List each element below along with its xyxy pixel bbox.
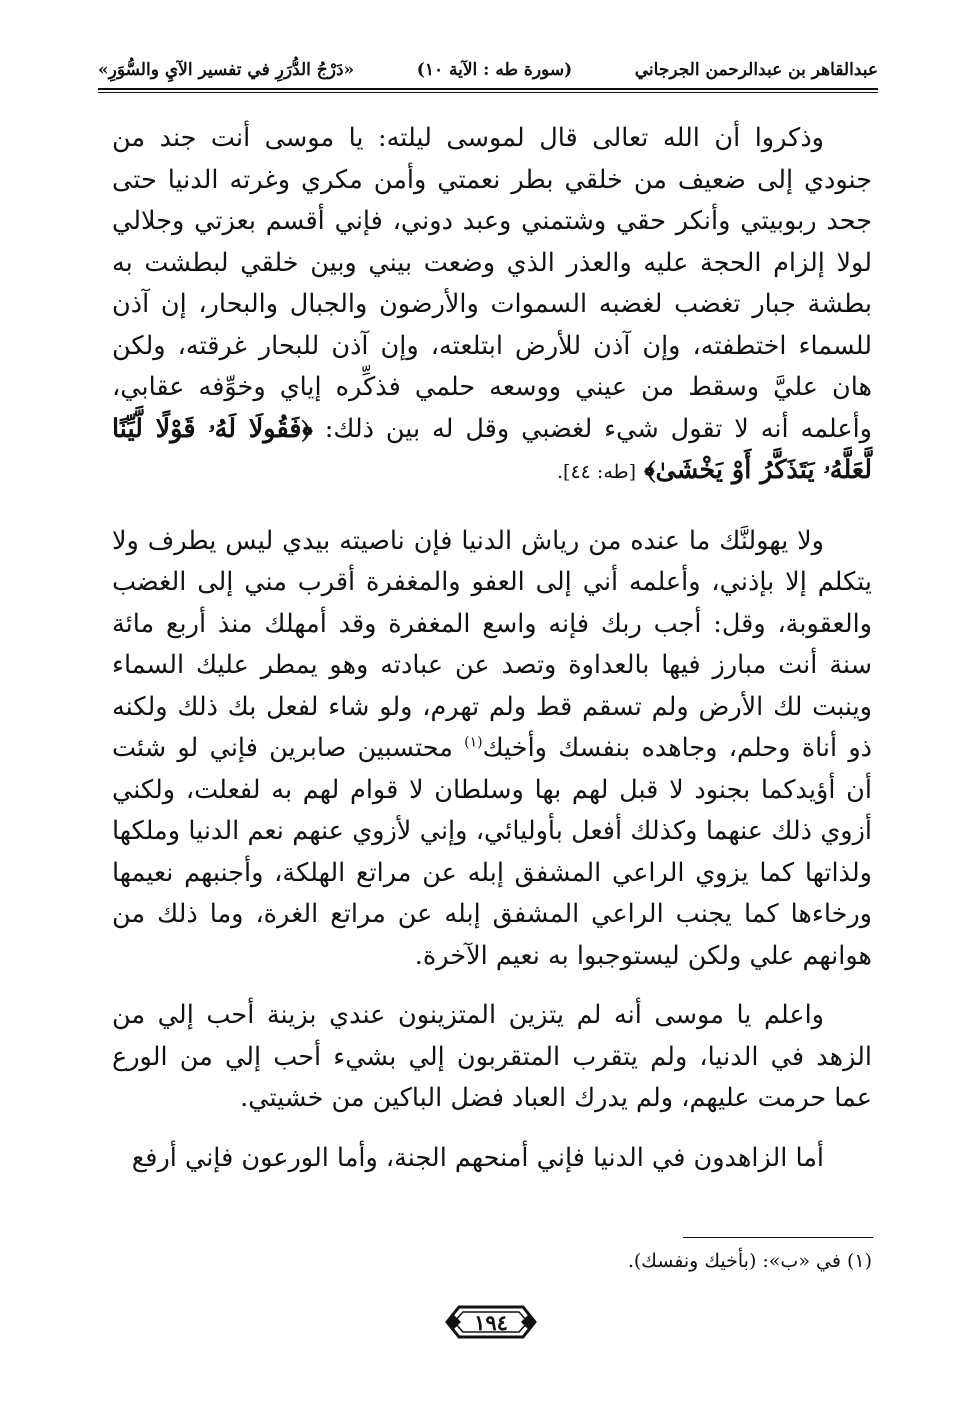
header-book-title: «دَرْجُ الدُّرَرِ في تفسير الآيِ والسُّوَرِ»	[98, 60, 355, 80]
paragraph-1	[112, 118, 872, 494]
paragraph-3	[112, 995, 872, 1120]
footnote-rule	[683, 1237, 873, 1238]
paragraph-4-text: أما الزاهدون في الدنيا فإني أمنحهم الجنة، وأما الورعون فإني أرفع	[131, 1142, 824, 1173]
page-number-badge	[445, 1303, 537, 1341]
paragraph-1-text: وذكروا أن الله تعالى قال لموسى ليلته: يا موسى أنت جند من جنودي إلى ضعيف من خلقي بطر نعمتي وأمن مكري وغرته الدنيا حتى جحد ربوبيتي وأنكر حقي وشتمني وعبد دوني، فإني أقسم بعزتي وجلالي لولا إلزام الحجة عليه والعذر الذي وضعت بيني وبين خلقي لبطشت به بطشة جبار تغضب لغضبه السموات والأرضون والجبال والبحار، إن آذن للسماء اختطفته، وإن آذن للأرض ابتلعته، وإن آذن للبحار غرقته، ولكن هان عليَّ وسقط من عيني ووسعه حلمي فذكِّره إياي وخوِّفه عقابي، وأعلمه أنه لا تقول شيء لغضبي وقل له بين ذلك:	[112, 123, 872, 444]
header-surah-reference: (سورة طه : الآية ١٠)	[416, 60, 573, 80]
main-text	[112, 118, 872, 1179]
paragraph-3-text: واعلم يا موسى أنه لم يتزين المتزينون عندي بزينة أحب إلي من الزهد في الدنيا، ولم يتقرب المتقربون إلي بشيء أحب إلي من الورع عما حرمت عليهم، ولم يدرك العباد فضل الباكين من خشيتي.	[112, 1000, 872, 1113]
paragraph-4	[112, 1138, 872, 1180]
running-header	[98, 52, 878, 88]
paragraph-2-text-a: ولا يهولنَّك ما عنده من رياش الدنيا فإن ناصيته بيدي ليس يطرف ولا يتكلم إلا بإذني، وأعلمه أني إلى العفو والمغفرة أقرب مني إلى الغضب والعقوبة، وقل: أجب ربك فإنه واسع المغفرة وقد أمهلك منذ أربع مائة سنة أنت مبارز فيها بالعداوة وتصد عن عبادته وهو يمطر عليك السماء وينبت لك الأرض ولم تسقم قط ولم تهرم، ولو شاء لفعل بك ذلك ولكنه ذو أناة وحلم، وجاهده بنفسك وأخيك	[112, 525, 872, 763]
verse-reference: [طه: ٤٤].	[557, 461, 637, 483]
paragraph-2	[112, 521, 872, 978]
header-rule-thin	[98, 92, 878, 93]
header-rule	[98, 88, 878, 90]
footnote-marker: (١)	[464, 734, 483, 751]
quran-verse: ﴿فَقُولَا لَهُۥ قَوْلًا لَّيِّنًا لَّعَلَّهُۥ يَتَذَكَّرُ أَوْ يَخْشَىٰ﴾	[112, 413, 872, 485]
footnote: (١) في «ب»: (بأخيك ونفسك).	[627, 1250, 872, 1272]
paragraph-2-text-b: محتسبين صابرين فإني لو شئت أن أؤيدكما بجنود لا قبل لهم بها وسلطان لا قوام لهم به لفعلت، ولكني أزوي ذلك عنهما وكذلك أفعل بأوليائي، وإني لأزوي عنهم نعم الدنيا وملكها ولذاتها كما يزوي الراعي المشفق إبله عن مراتع الهلكة، وأجنبهم نعيمها ورخاءها كما يجنب الراعي المشفق إبله عن مراتع الغرة، وما ذلك من هوانهم علي ولكن ليستوجبوا به نعيم الآخرة.	[112, 733, 872, 971]
page-number: ١٩٤	[474, 1309, 508, 1335]
header-author: عبدالقاهر بن عبدالرحمن الجرجاني	[634, 60, 878, 80]
